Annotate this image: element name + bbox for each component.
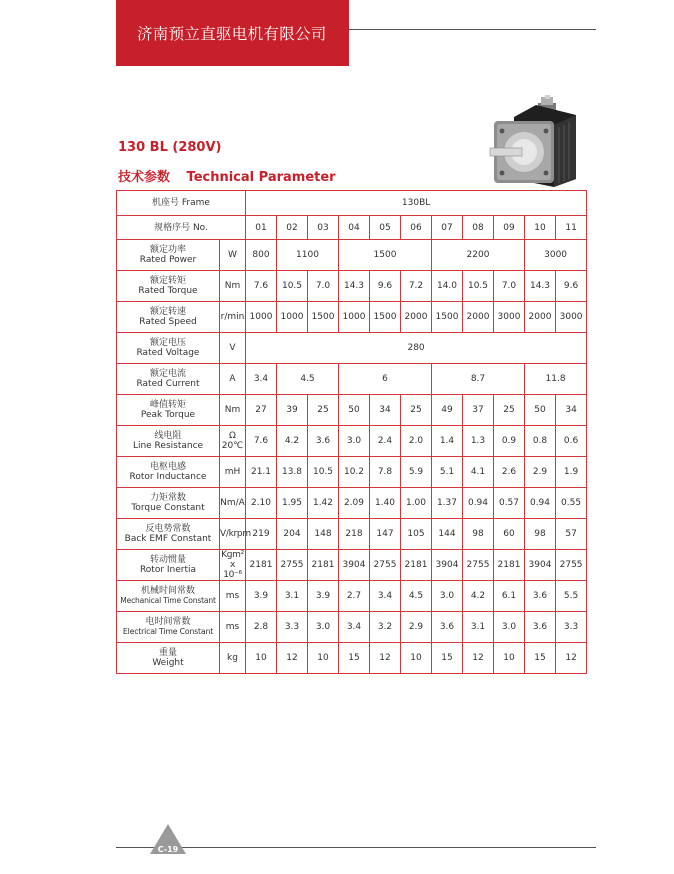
electrical-time-value: 3.0 bbox=[308, 612, 339, 643]
rotor-inertia-value: 3904 bbox=[432, 550, 463, 581]
rated-speed-value: 1500 bbox=[432, 302, 463, 333]
rated-power-label: 额定功率 Rated Power bbox=[117, 240, 220, 271]
peak-torque-value: 49 bbox=[432, 395, 463, 426]
mechanical-time-value: 3.1 bbox=[277, 581, 308, 612]
torque-constant-value: 2.10 bbox=[246, 488, 277, 519]
rotor-inertia-value: 2181 bbox=[494, 550, 525, 581]
row-rated-current bbox=[117, 364, 587, 395]
rotor-inductance-value: 4.1 bbox=[463, 457, 494, 488]
electrical-time-value: 3.6 bbox=[432, 612, 463, 643]
rated-speed-value: 2000 bbox=[401, 302, 432, 333]
line-resistance-label: 线电阻 Line Resistance bbox=[117, 426, 220, 457]
rated-current-value: 3.4 bbox=[246, 364, 277, 395]
torque-constant-value: 2.09 bbox=[339, 488, 370, 519]
back-emf-unit: V/krpm bbox=[220, 519, 246, 550]
spec-number: 05 bbox=[370, 216, 401, 240]
rated-power-value: 1100 bbox=[277, 240, 339, 271]
electrical-time-unit: ms bbox=[220, 612, 246, 643]
row-rated-torque bbox=[117, 271, 587, 302]
row-rated-speed bbox=[117, 302, 587, 333]
model-title: 130 BL (280V) bbox=[118, 140, 222, 155]
rated-torque-label: 额定转矩 Rated Torque bbox=[117, 271, 220, 302]
torque-constant-value: 0.57 bbox=[494, 488, 525, 519]
torque-constant-value: 0.55 bbox=[556, 488, 587, 519]
rated-current-value: 6 bbox=[339, 364, 432, 395]
rated-power-value: 3000 bbox=[525, 240, 587, 271]
mechanical-time-value: 3.6 bbox=[525, 581, 556, 612]
rotor-inductance-value: 21.1 bbox=[246, 457, 277, 488]
weight-value: 12 bbox=[556, 643, 587, 674]
mechanical-time-value: 3.9 bbox=[308, 581, 339, 612]
line-resistance-value: 2.0 bbox=[401, 426, 432, 457]
torque-constant-value: 1.40 bbox=[370, 488, 401, 519]
back-emf-value: 204 bbox=[277, 519, 308, 550]
weight-value: 15 bbox=[339, 643, 370, 674]
rotor-inertia-value: 3904 bbox=[339, 550, 370, 581]
rotor-inertia-value: 2755 bbox=[463, 550, 494, 581]
electrical-time-value: 2.9 bbox=[401, 612, 432, 643]
peak-torque-label: 峰值转矩 Peak Torque bbox=[117, 395, 220, 426]
back-emf-value: 57 bbox=[556, 519, 587, 550]
row-rated-voltage bbox=[117, 333, 587, 364]
spec-label: 规格序号 No. bbox=[117, 216, 246, 240]
rotor-inertia-value: 2755 bbox=[556, 550, 587, 581]
rated-torque-value: 14.0 bbox=[432, 271, 463, 302]
peak-torque-value: 25 bbox=[401, 395, 432, 426]
peak-torque-value: 34 bbox=[556, 395, 587, 426]
line-resistance-unit: Ω 20℃ bbox=[220, 426, 246, 457]
rated-speed-value: 3000 bbox=[494, 302, 525, 333]
line-resistance-value: 0.9 bbox=[494, 426, 525, 457]
back-emf-value: 105 bbox=[401, 519, 432, 550]
row-mechanical-time-constant bbox=[117, 581, 587, 612]
rated-power-value: 800 bbox=[246, 240, 277, 271]
rated-speed-value: 1000 bbox=[339, 302, 370, 333]
weight-unit: kg bbox=[220, 643, 246, 674]
mechanical-time-value: 6.1 bbox=[494, 581, 525, 612]
line-resistance-value: 2.4 bbox=[370, 426, 401, 457]
line-resistance-value: 7.6 bbox=[246, 426, 277, 457]
spec-number: 10 bbox=[525, 216, 556, 240]
rated-speed-unit: r/min bbox=[220, 302, 246, 333]
rotor-inductance-value: 10.2 bbox=[339, 457, 370, 488]
weight-value: 10 bbox=[308, 643, 339, 674]
frame-label: 机座号 Frame bbox=[117, 191, 246, 216]
company-name: 济南预立直驱电机有限公司 bbox=[137, 25, 327, 43]
rotor-inertia-value: 3904 bbox=[525, 550, 556, 581]
rated-power-value: 2200 bbox=[432, 240, 525, 271]
header-rule bbox=[349, 29, 596, 30]
line-resistance-value: 3.6 bbox=[308, 426, 339, 457]
weight-value: 12 bbox=[463, 643, 494, 674]
rotor-inductance-value: 10.5 bbox=[308, 457, 339, 488]
electrical-time-value: 3.0 bbox=[494, 612, 525, 643]
row-rotor-inductance bbox=[117, 457, 587, 488]
torque-constant-value: 1.00 bbox=[401, 488, 432, 519]
rated-speed-value: 3000 bbox=[556, 302, 587, 333]
rated-torque-value: 9.6 bbox=[370, 271, 401, 302]
rotor-inductance-value: 1.9 bbox=[556, 457, 587, 488]
line-resistance-value: 0.6 bbox=[556, 426, 587, 457]
row-rated-power bbox=[117, 240, 587, 271]
rated-torque-value: 7.2 bbox=[401, 271, 432, 302]
line-resistance-value: 1.3 bbox=[463, 426, 494, 457]
spec-number: 04 bbox=[339, 216, 370, 240]
electrical-time-value: 3.3 bbox=[556, 612, 587, 643]
rated-torque-value: 14.3 bbox=[339, 271, 370, 302]
rated-current-label: 额定电流 Rated Current bbox=[117, 364, 220, 395]
rated-torque-value: 7.6 bbox=[246, 271, 277, 302]
rated-speed-label: 额定转速 Rated Speed bbox=[117, 302, 220, 333]
rated-torque-unit: Nm bbox=[220, 271, 246, 302]
rated-torque-value: 9.6 bbox=[556, 271, 587, 302]
line-resistance-value: 4.2 bbox=[277, 426, 308, 457]
mechanical-time-unit: ms bbox=[220, 581, 246, 612]
electrical-time-value: 3.6 bbox=[525, 612, 556, 643]
back-emf-label: 反电势常数 Back EMF Constant bbox=[117, 519, 220, 550]
peak-torque-value: 50 bbox=[339, 395, 370, 426]
rated-voltage-value: 280 bbox=[246, 333, 587, 364]
rated-current-unit: A bbox=[220, 364, 246, 395]
row-torque-constant bbox=[117, 488, 587, 519]
torque-constant-label: 力矩常数 Torque Constant bbox=[117, 488, 220, 519]
rated-current-value: 4.5 bbox=[277, 364, 339, 395]
mechanical-time-value: 3.0 bbox=[432, 581, 463, 612]
electrical-time-value: 3.4 bbox=[339, 612, 370, 643]
back-emf-value: 218 bbox=[339, 519, 370, 550]
mechanical-time-label: 机械时间常数 Mechanical Time Constant bbox=[117, 581, 220, 612]
spec-number: 01 bbox=[246, 216, 277, 240]
rated-torque-value: 10.5 bbox=[463, 271, 494, 302]
torque-constant-value: 0.94 bbox=[525, 488, 556, 519]
rated-current-value: 8.7 bbox=[432, 364, 525, 395]
weight-value: 10 bbox=[494, 643, 525, 674]
electrical-time-value: 3.2 bbox=[370, 612, 401, 643]
electrical-time-value: 2.8 bbox=[246, 612, 277, 643]
rated-torque-value: 7.0 bbox=[308, 271, 339, 302]
back-emf-value: 98 bbox=[525, 519, 556, 550]
rated-torque-value: 7.0 bbox=[494, 271, 525, 302]
mechanical-time-value: 3.4 bbox=[370, 581, 401, 612]
weight-value: 15 bbox=[525, 643, 556, 674]
rotor-inertia-value: 2181 bbox=[401, 550, 432, 581]
torque-constant-value: 0.94 bbox=[463, 488, 494, 519]
rotor-inductance-label: 电枢电感 Rotor Inductance bbox=[117, 457, 220, 488]
spec-number: 09 bbox=[494, 216, 525, 240]
rotor-inertia-value: 2181 bbox=[246, 550, 277, 581]
electrical-time-label: 电时间常数 Electrical Time Constant bbox=[117, 612, 220, 643]
peak-torque-value: 37 bbox=[463, 395, 494, 426]
rotor-inductance-value: 5.9 bbox=[401, 457, 432, 488]
back-emf-value: 98 bbox=[463, 519, 494, 550]
mechanical-time-value: 4.2 bbox=[463, 581, 494, 612]
line-resistance-value: 0.8 bbox=[525, 426, 556, 457]
rated-torque-value: 10.5 bbox=[277, 271, 308, 302]
weight-value: 10 bbox=[246, 643, 277, 674]
peak-torque-value: 39 bbox=[277, 395, 308, 426]
rotor-inductance-value: 2.6 bbox=[494, 457, 525, 488]
peak-torque-value: 25 bbox=[308, 395, 339, 426]
row-rotor-inertia bbox=[117, 550, 587, 581]
line-resistance-value: 3.0 bbox=[339, 426, 370, 457]
frame-value: 130BL bbox=[246, 191, 587, 216]
rated-speed-value: 1000 bbox=[277, 302, 308, 333]
spec-number: 11 bbox=[556, 216, 587, 240]
line-resistance-value: 1.4 bbox=[432, 426, 463, 457]
spec-number: 03 bbox=[308, 216, 339, 240]
peak-torque-unit: Nm bbox=[220, 395, 246, 426]
rotor-inductance-value: 5.1 bbox=[432, 457, 463, 488]
row-electrical-time-constant bbox=[117, 612, 587, 643]
servo-motor-photo bbox=[488, 95, 580, 187]
torque-constant-value: 1.37 bbox=[432, 488, 463, 519]
row-spec-number bbox=[117, 216, 587, 240]
rotor-inductance-value: 7.8 bbox=[370, 457, 401, 488]
torque-constant-unit: Nm/A bbox=[220, 488, 246, 519]
rotor-inertia-value: 2181 bbox=[308, 550, 339, 581]
mechanical-time-value: 5.5 bbox=[556, 581, 587, 612]
mechanical-time-value: 4.5 bbox=[401, 581, 432, 612]
rotor-inductance-value: 13.8 bbox=[277, 457, 308, 488]
torque-constant-value: 1.95 bbox=[277, 488, 308, 519]
back-emf-value: 144 bbox=[432, 519, 463, 550]
back-emf-value: 219 bbox=[246, 519, 277, 550]
mechanical-time-value: 2.7 bbox=[339, 581, 370, 612]
rated-power-value: 1500 bbox=[339, 240, 432, 271]
peak-torque-value: 25 bbox=[494, 395, 525, 426]
row-line-resistance bbox=[117, 426, 587, 457]
rotor-inductance-unit: mH bbox=[220, 457, 246, 488]
back-emf-value: 148 bbox=[308, 519, 339, 550]
rotor-inertia-label: 转动惯量 Rotor Inertia bbox=[117, 550, 220, 581]
rated-speed-value: 1000 bbox=[246, 302, 277, 333]
weight-value: 12 bbox=[370, 643, 401, 674]
row-peak-torque bbox=[117, 395, 587, 426]
weight-label: 重量 Weight bbox=[117, 643, 220, 674]
rated-power-unit: W bbox=[220, 240, 246, 271]
peak-torque-value: 50 bbox=[525, 395, 556, 426]
rotor-inertia-value: 2755 bbox=[277, 550, 308, 581]
row-weight bbox=[117, 643, 587, 674]
rated-voltage-unit: V bbox=[220, 333, 246, 364]
rated-current-value: 11.8 bbox=[525, 364, 587, 395]
rated-speed-value: 2000 bbox=[463, 302, 494, 333]
rated-speed-value: 1500 bbox=[308, 302, 339, 333]
peak-torque-value: 27 bbox=[246, 395, 277, 426]
spec-number: 02 bbox=[277, 216, 308, 240]
row-back-emf bbox=[117, 519, 587, 550]
rated-speed-value: 2000 bbox=[525, 302, 556, 333]
footer-rule bbox=[116, 847, 596, 848]
weight-value: 12 bbox=[277, 643, 308, 674]
rated-voltage-label: 额定电压 Rated Voltage bbox=[117, 333, 220, 364]
peak-torque-value: 34 bbox=[370, 395, 401, 426]
weight-value: 10 bbox=[401, 643, 432, 674]
rotor-inertia-value: 2755 bbox=[370, 550, 401, 581]
spec-number: 06 bbox=[401, 216, 432, 240]
weight-value: 15 bbox=[432, 643, 463, 674]
back-emf-value: 147 bbox=[370, 519, 401, 550]
electrical-time-value: 3.3 bbox=[277, 612, 308, 643]
page-number: C-19 bbox=[157, 845, 179, 854]
torque-constant-value: 1.42 bbox=[308, 488, 339, 519]
mechanical-time-value: 3.9 bbox=[246, 581, 277, 612]
rotor-inductance-value: 2.9 bbox=[525, 457, 556, 488]
rotor-inertia-unit: Kgm² x 10⁻⁶ bbox=[221, 550, 244, 580]
electrical-time-value: 3.1 bbox=[463, 612, 494, 643]
rated-speed-value: 1500 bbox=[370, 302, 401, 333]
spec-number: 07 bbox=[432, 216, 463, 240]
row-frame bbox=[117, 191, 587, 216]
rated-torque-value: 14.3 bbox=[525, 271, 556, 302]
technical-parameter-table bbox=[116, 190, 587, 674]
section-title-zh: 技术参数 bbox=[118, 170, 171, 185]
spec-number: 08 bbox=[463, 216, 494, 240]
back-emf-value: 60 bbox=[494, 519, 525, 550]
section-title-en: Technical Parameter bbox=[186, 170, 336, 185]
section-title bbox=[118, 166, 336, 185]
